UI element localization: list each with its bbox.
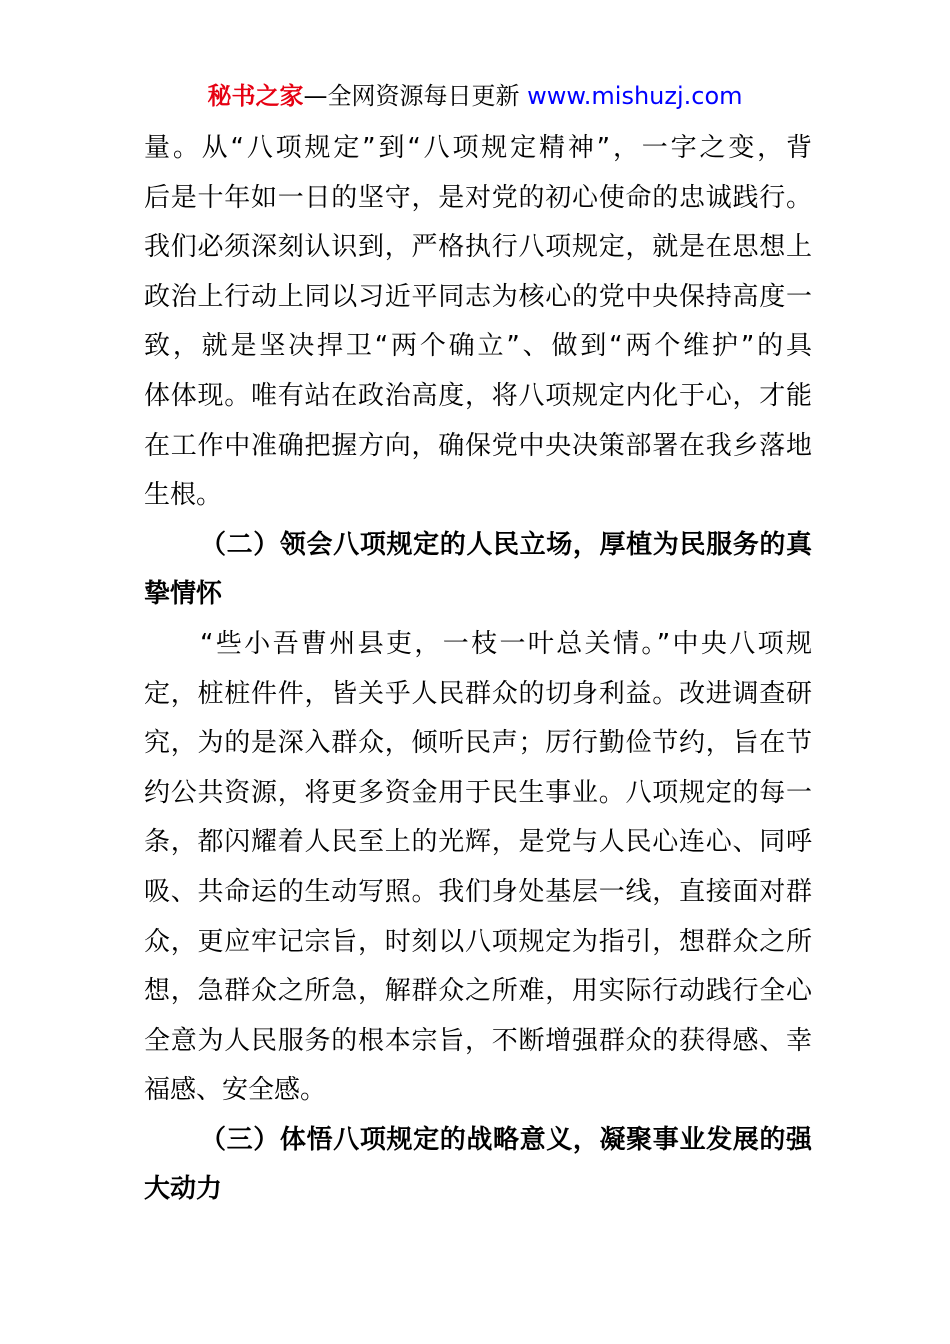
text-line: 众，更应牢记宗旨，时刻以八项规定为指引，想群众之所 (144, 926, 812, 957)
section-heading-3: （三）体悟八项规定的战略意义，凝聚事业发展的强 (200, 1124, 812, 1155)
text-line: 究，为的是深入群众，倾听民声；厉行勤俭节约，旨在节 (144, 728, 812, 759)
text-line: 福感、安全感。 (144, 1075, 327, 1106)
section-heading-2: （二）领会八项规定的人民立场，厚植为民服务的真 (200, 529, 812, 560)
header-brand: 秘书之家 (207, 82, 304, 110)
text-line: 定，桩桩件件，皆关乎人民群众的切身利益。改进调查研 (144, 678, 812, 709)
text-line: 全意为人民服务的根本宗旨，不断增强群众的获得感、幸 (144, 1025, 812, 1056)
section-heading-2-cont: 挚情怀 (144, 579, 223, 610)
text-line: 约公共资源，将更多资金用于民生事业。八项规定的每一 (144, 777, 812, 808)
text-line: 致，就是坚决捍卫“两个确立”、做到“两个维护”的具 (144, 331, 812, 362)
text-line: 生根。 (144, 480, 223, 511)
text-line: 我们必须深刻认识到，严格执行八项规定，就是在思想上 (144, 232, 812, 263)
page-header (0, 79, 950, 113)
document-body (144, 124, 812, 1215)
text-line: 吸、共命运的生动写照。我们身处基层一线，直接面对群 (144, 876, 812, 907)
text-line: 后是十年如一日的坚守，是对党的初心使命的忠诚践行。 (144, 182, 812, 213)
text-line: 想，急群众之所急，解群众之所难，用实际行动践行全心 (144, 976, 812, 1007)
text-line: 在工作中准确把握方向，确保党中央决策部署在我乡落地 (144, 430, 812, 461)
text-line: “些小吾曹州县吏，一枝一叶总关情。”中央八项规 (200, 628, 812, 659)
text-line: 体体现。唯有站在政治高度，将八项规定内化于心，才能 (144, 380, 812, 411)
text-line: 条，都闪耀着人民至上的光辉，是党与人民心连心、同呼 (144, 827, 812, 858)
text-line: 量。从“八项规定”到“八项规定精神”，一字之变，背 (144, 133, 812, 163)
header-site-link[interactable]: www.mishuzj.com (527, 82, 743, 110)
header-tagline: —全网资源每日更新 (303, 82, 520, 110)
text-line: 政治上行动上同以习近平同志为核心的党中央保持高度一 (144, 281, 812, 312)
section-heading-3-cont: 大动力 (144, 1174, 223, 1205)
